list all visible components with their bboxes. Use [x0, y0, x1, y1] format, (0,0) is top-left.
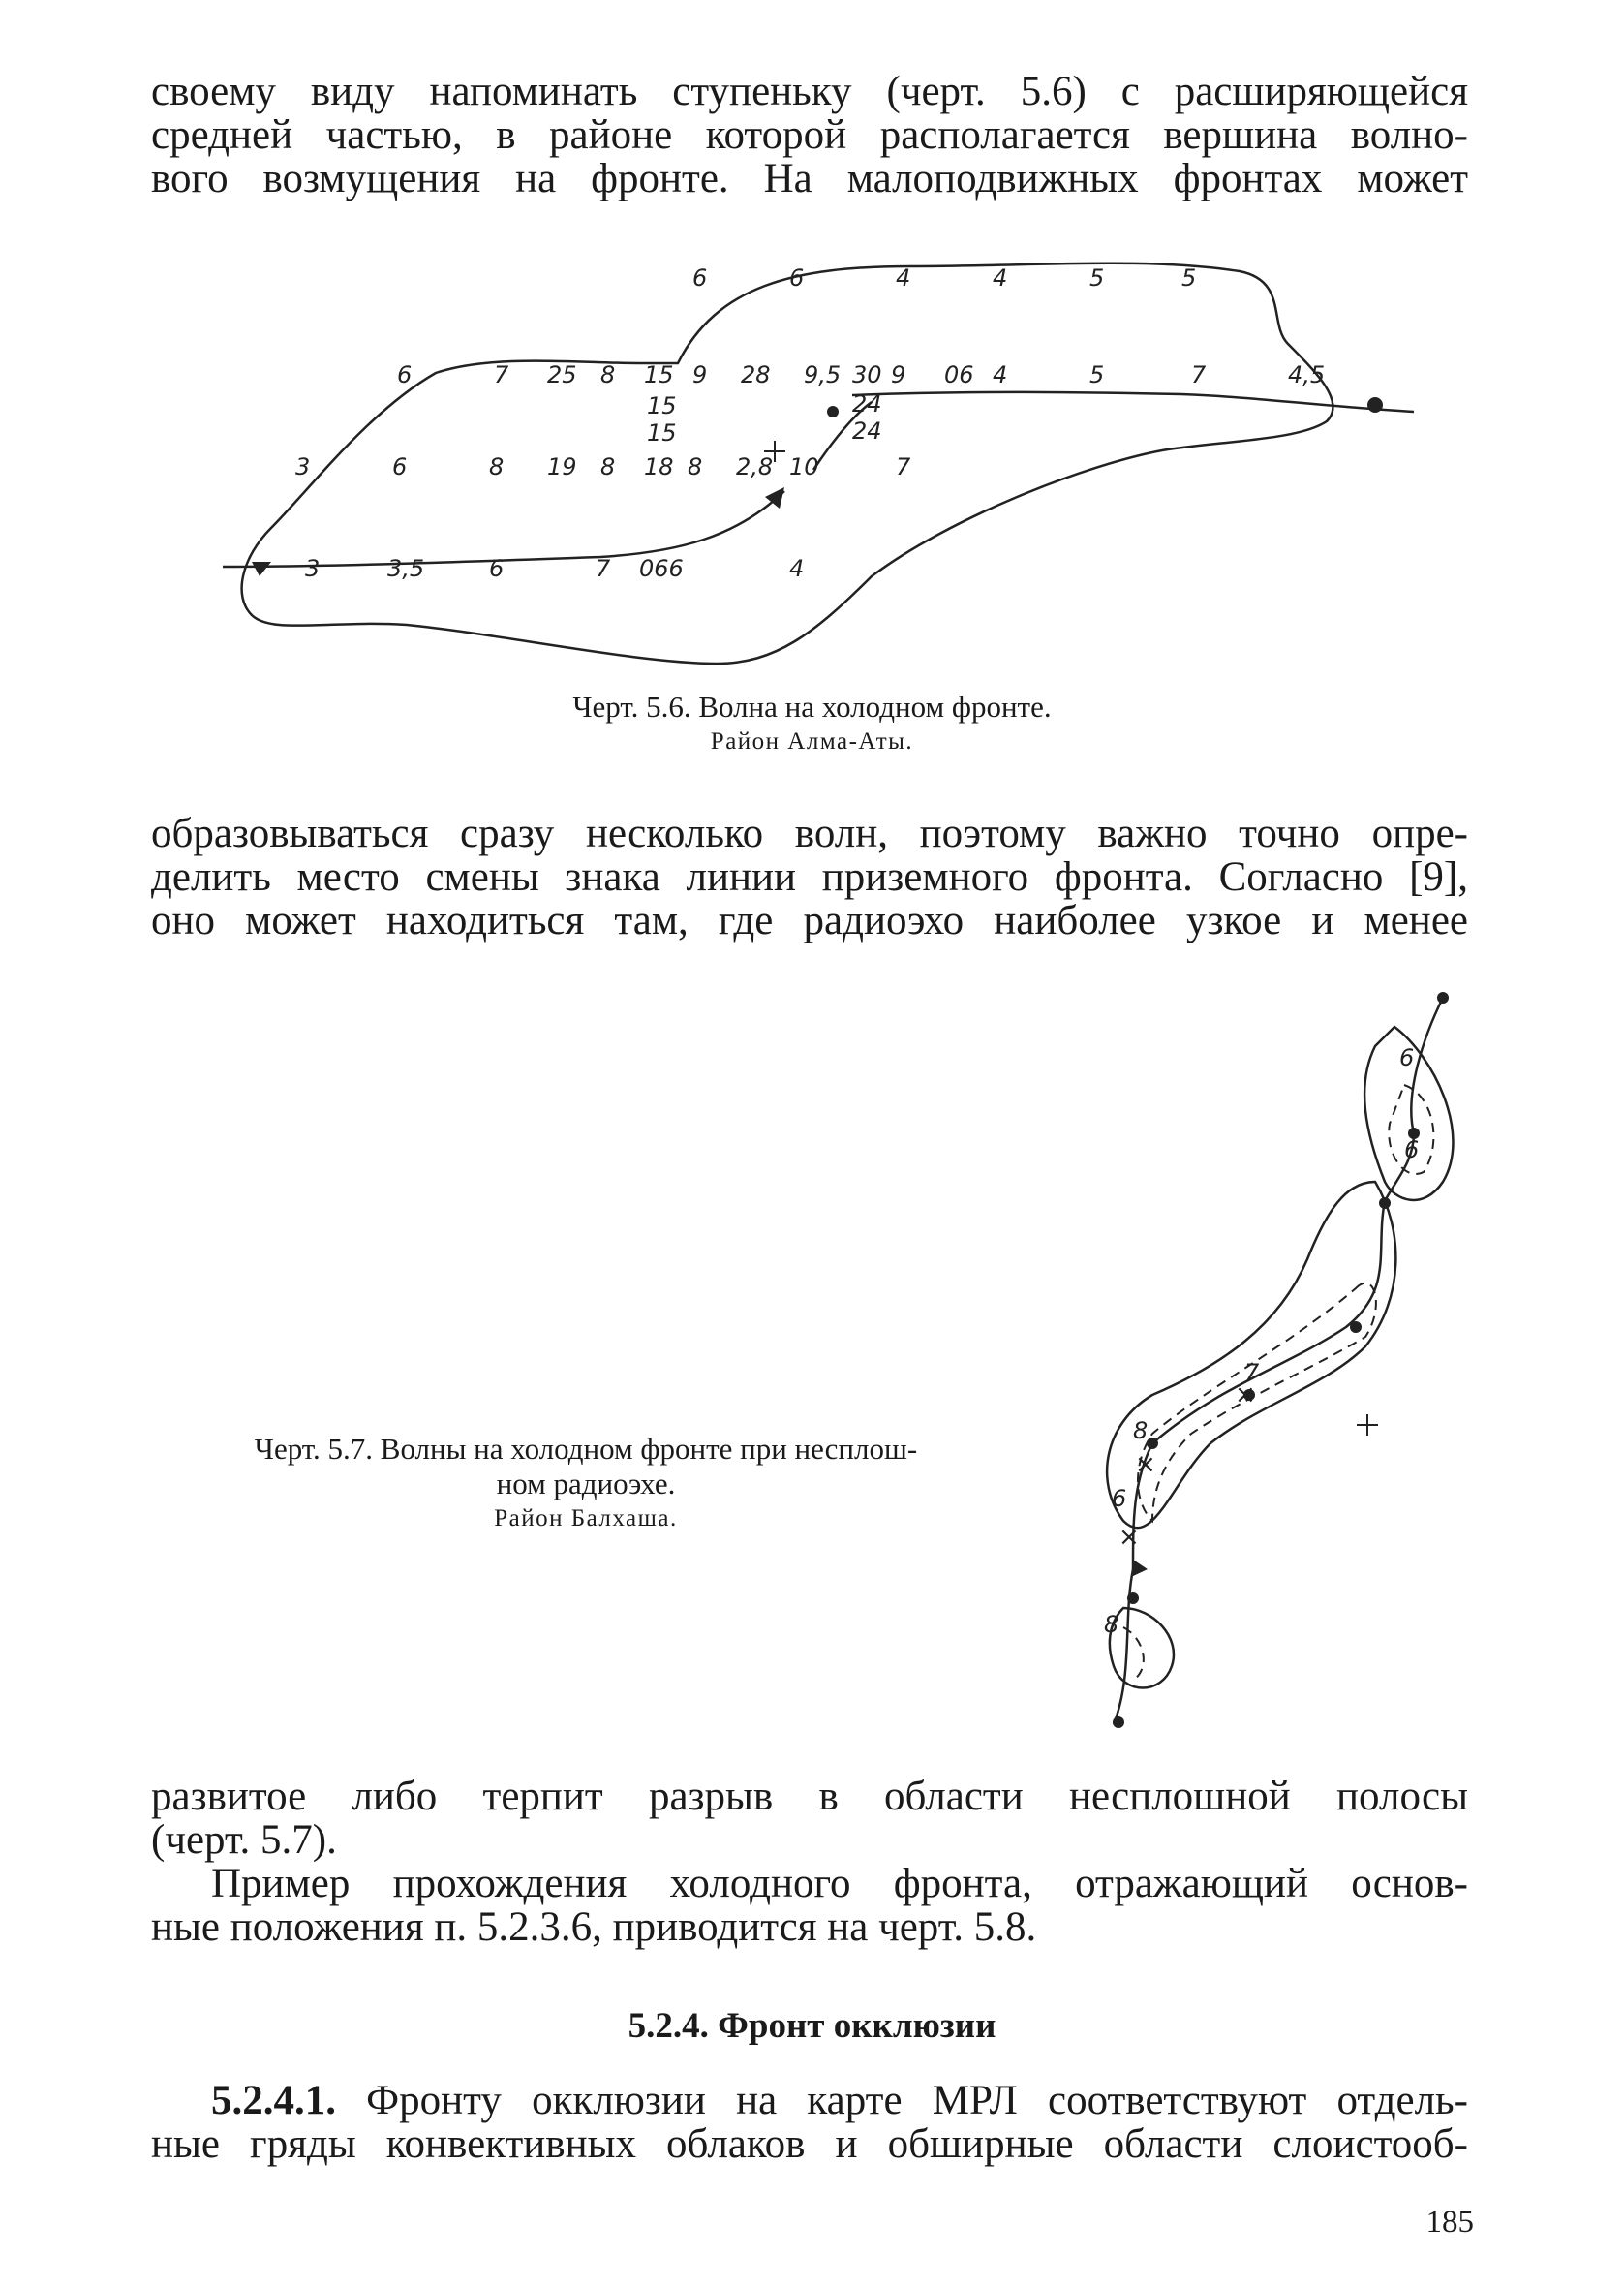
caption-text: Черт. 5.6. Волна на холодном фронте. — [572, 690, 1052, 724]
map-label: 7 — [596, 555, 611, 582]
map-label: 15 — [647, 392, 677, 419]
paragraph-3 — [151, 1775, 1468, 1862]
svg-text:×: × — [1135, 1450, 1156, 1479]
paragraph-1 — [151, 70, 1468, 201]
map-label: 5 — [1181, 264, 1197, 292]
front-triangle — [1131, 1560, 1148, 1577]
text-line: вого возмущения на фронте. На малоподвижных фронтах может — [151, 156, 1468, 201]
map-label: 4 — [993, 264, 1008, 292]
map-label: 10 — [789, 453, 819, 480]
map-label: 4 — [896, 264, 911, 292]
map-label: 9,5 — [804, 361, 842, 388]
map-label: 3 — [295, 453, 311, 480]
svg-text:×: × — [1118, 1523, 1140, 1552]
map-label: 6 — [1399, 1044, 1415, 1071]
map-label: 8 — [600, 361, 616, 388]
front-dot — [1127, 1592, 1139, 1604]
map-label: 5 — [1089, 264, 1105, 292]
text-line: (черт. 5.7). — [151, 1817, 337, 1863]
figure-5-6 — [213, 247, 1433, 673]
map-label: 7 — [494, 361, 509, 388]
map-label: 6 — [392, 453, 408, 480]
text-run: Фронту окклюзии на карте МРЛ соответствуют отдель- — [336, 2078, 1468, 2123]
map-label: 28 — [741, 361, 771, 388]
front-dot — [1367, 397, 1383, 413]
front-dot — [1379, 1197, 1391, 1209]
paragraph-2 — [151, 812, 1468, 943]
text-line — [151, 2079, 1468, 2122]
map-label: 30 — [852, 361, 882, 388]
caption-text: Черт. 5.7. Волны на холодном фронте при несплош- — [254, 1432, 918, 1466]
map-label: 19 — [547, 453, 577, 480]
caption-text: ном радиоэхе. — [496, 1467, 676, 1500]
map-label: 06 — [944, 361, 974, 388]
map-label: 066 — [639, 555, 684, 582]
map-label: 24 — [852, 390, 882, 417]
section-heading: 5.2.4. Фронт окклюзии — [628, 2006, 996, 2046]
text-line: развитое либо терпит разрыв в области несплошной полосы — [151, 1774, 1468, 1819]
text-line: оно может находиться там, где радиоэхо наиболее узкое и менее — [151, 898, 1468, 943]
map-label: 3,5 — [387, 555, 425, 582]
map-label: 25 — [547, 361, 577, 388]
figure-5-7-caption — [145, 1432, 1026, 1536]
map-label: 4 — [789, 555, 805, 582]
map-label: 18 — [644, 453, 674, 480]
map-label: 5 — [1089, 361, 1105, 388]
text-line: делить место смены знака линии приземного фронта. Согласно [9], — [151, 854, 1468, 900]
map-label: 8 — [600, 453, 616, 480]
map-label: 6 — [692, 264, 708, 292]
map-label: 15 — [644, 361, 674, 388]
front-dot — [1147, 1438, 1158, 1449]
map-label: 4 — [993, 361, 1008, 388]
front-dot — [827, 406, 839, 417]
map-label: 6 — [397, 361, 413, 388]
radar-echo-contour — [1110, 1608, 1174, 1688]
map-label: 6 — [1112, 1485, 1127, 1512]
map-label: 6 — [789, 264, 805, 292]
front-line — [1114, 998, 1443, 1724]
front-dot — [1113, 1716, 1124, 1728]
map-label: 8 — [489, 453, 505, 480]
paragraph-5 — [151, 2079, 1468, 2166]
map-label: 7 — [1244, 1359, 1260, 1386]
figure-5-7 — [1026, 978, 1491, 1744]
text-line: средней частью, в районе которой располагается вершина волно- — [151, 112, 1468, 158]
map-label: 4,5 — [1288, 361, 1326, 388]
map-label: 8 — [688, 453, 703, 480]
paragraph-4 — [151, 1862, 1468, 1949]
map-label: 24 — [852, 417, 882, 445]
figure-5-6-caption — [0, 690, 1624, 759]
map-label: 6 — [489, 555, 505, 582]
caption-subtitle: Район Алма-Аты. — [710, 728, 914, 755]
map-label: 7 — [896, 453, 911, 480]
map-label: 9 — [891, 361, 906, 388]
map-label: 7 — [1191, 361, 1207, 388]
text-line: своему виду напоминать ступеньку (черт. 5.6) с расширяющейся — [151, 69, 1468, 114]
map-label: 8 — [1133, 1417, 1149, 1444]
map-label: 15 — [647, 419, 677, 447]
section-number: 5.2.4.1. — [211, 2078, 336, 2123]
front-dot — [1350, 1321, 1362, 1333]
front-dot — [1437, 992, 1449, 1004]
map-label: 2,8 — [736, 453, 774, 480]
map-label: 8 — [1104, 1611, 1119, 1638]
map-label: 6 — [1404, 1136, 1420, 1163]
text-line: образовываться сразу несколько волн, поэтому важно точно опре- — [151, 811, 1468, 856]
text-line: ные положения п. 5.2.3.6, приводится на черт. 5.8. — [151, 1904, 1037, 1950]
map-label: 3 — [305, 555, 321, 582]
caption-subtitle: Район Балхаша. — [494, 1505, 678, 1531]
text-line: ные гряды конвективных облаков и обширные области слоистооб- — [151, 2121, 1468, 2167]
svg-text:×: × — [1235, 1380, 1256, 1409]
text-line: Пример прохождения холодного фронта, отражающий основ- — [211, 1861, 1468, 1906]
front-triangle — [252, 562, 271, 576]
page-number: 185 — [1425, 2205, 1474, 2240]
dashed-contour — [1138, 1283, 1376, 1521]
map-label: 9 — [692, 361, 708, 388]
